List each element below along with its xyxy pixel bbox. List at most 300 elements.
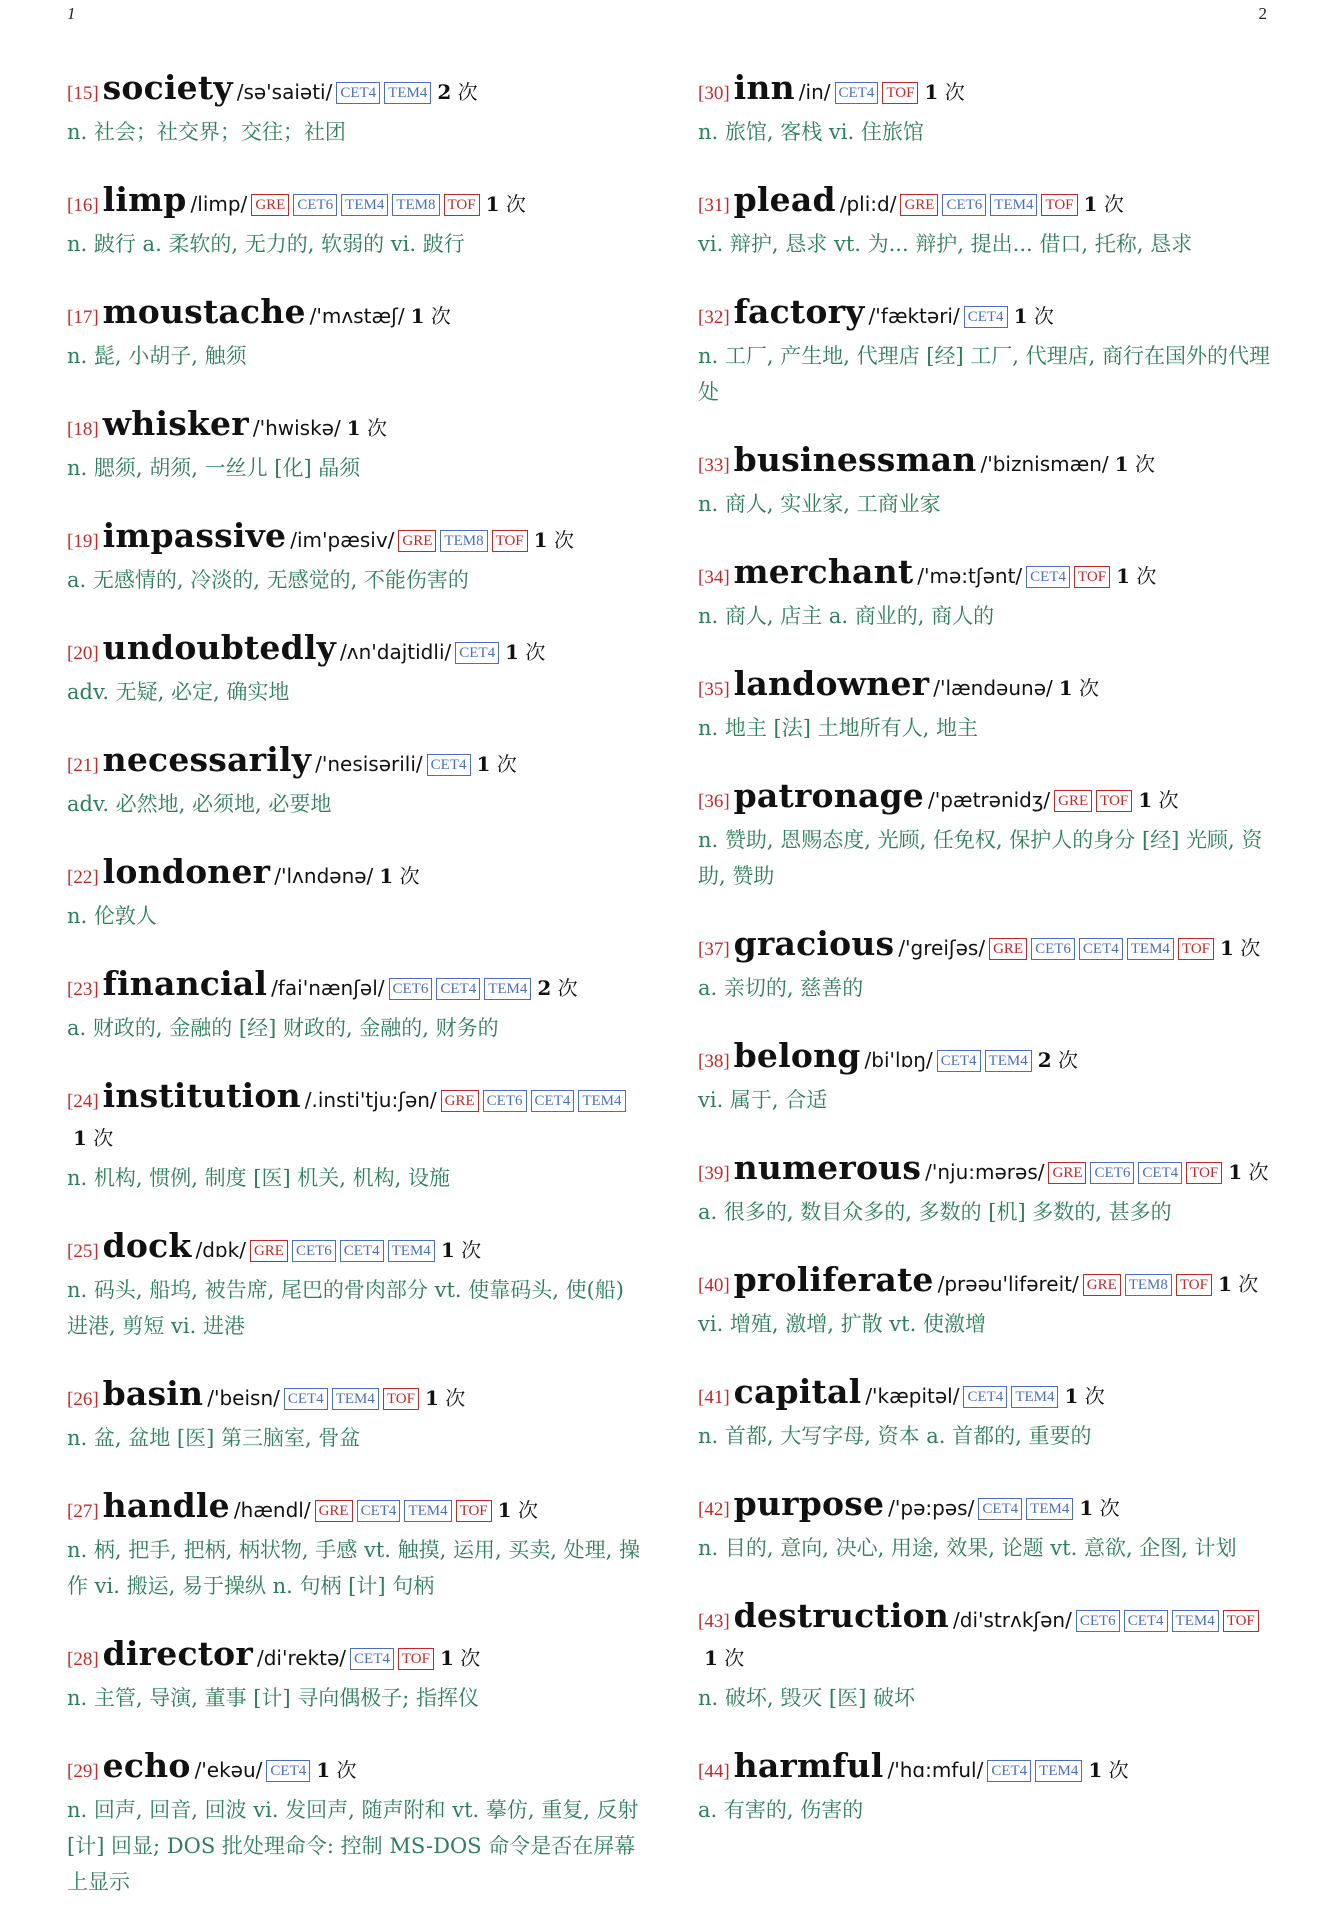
exam-tag: TOF [444, 194, 480, 216]
exam-tag: TOF [1186, 1162, 1222, 1184]
headword: belong [733, 1036, 861, 1075]
entry-number: [37] [698, 939, 730, 960]
count-number: 1 [1228, 1160, 1243, 1184]
occurrence-count [1064, 1384, 1104, 1408]
count-number: 1 [1058, 676, 1073, 700]
occurrence-count [1088, 1758, 1128, 1782]
exam-tag: TOF [398, 1648, 434, 1670]
exam-tag: TEM4 [384, 82, 431, 104]
entry-number: [44] [698, 1761, 730, 1782]
count-unit: 次 [557, 976, 578, 1000]
vocab-entry [698, 554, 1270, 634]
occurrence-count [379, 864, 419, 888]
headword: landowner [733, 664, 930, 703]
vocab-entry [698, 1486, 1270, 1566]
vocab-entry [67, 966, 643, 1046]
exam-tag: TOF [1176, 1274, 1212, 1296]
headword: moustache [102, 292, 306, 331]
definition: n. 髭, 小胡子, 触须 [67, 344, 247, 368]
entry-headline [67, 630, 643, 672]
vocab-entry [698, 70, 1270, 150]
exam-tag: GRE [1048, 1162, 1086, 1184]
count-unit: 次 [1058, 1048, 1078, 1072]
entry-number: [34] [698, 567, 730, 588]
definition: n. 跛行 a. 柔软的, 无力的, 软弱的 vi. 跛行 [67, 232, 465, 256]
headword: plead [733, 180, 836, 219]
exam-tag: TEM8 [1125, 1274, 1172, 1296]
exam-tag: CET4 [1138, 1162, 1182, 1184]
vocab-entry [67, 1488, 643, 1604]
entry-number: [42] [698, 1499, 730, 1520]
vocab-entry [67, 1748, 643, 1900]
count-number: 2 [537, 976, 552, 1000]
count-unit: 次 [496, 752, 517, 776]
phonetic: /'pə:pəs/ [888, 1496, 975, 1520]
entry-headline [67, 1078, 643, 1158]
headword: businessman [733, 440, 977, 479]
entry-number: [27] [67, 1501, 99, 1522]
count-number: 1 [533, 528, 548, 552]
vocab-entry [67, 182, 643, 262]
definition: adv. 无疑, 必定, 确实地 [67, 680, 290, 704]
definition: n. 赞助, 恩赐态度, 光顾, 任免权, 保护人的身分 [经] 光顾, 资助, 赞助 [698, 828, 1263, 888]
exam-tag: TEM4 [1011, 1386, 1058, 1408]
entry-number: [26] [67, 1389, 99, 1410]
phonetic: /di'strʌkʃən/ [953, 1608, 1072, 1632]
count-number: 1 [424, 1386, 439, 1410]
entry-headline [698, 1748, 1270, 1790]
count-unit: 次 [724, 1646, 745, 1670]
count-number: 1 [1138, 788, 1153, 812]
definition: a. 很多的, 数目众多的, 多数的 [机] 多数的, 甚多的 [698, 1200, 1172, 1224]
definition: n. 回声, 回音, 回波 vi. 发回声, 随声附和 vt. 摹仿, 重复, 反射 [计] 回显; DOS 批处理命令: 控制 MS-DOS 命令是否在屏幕上显示 [67, 1798, 639, 1894]
definition: n. 商人, 店主 a. 商业的, 商人的 [698, 604, 995, 628]
occurrence-count [1059, 676, 1099, 700]
entry-headline [698, 182, 1270, 224]
exam-tag: TOF [1178, 938, 1214, 960]
definition: a. 无感情的, 冷淡的, 无感觉的, 不能伤害的 [67, 568, 469, 592]
vocab-entry [67, 406, 643, 486]
entry-headline [67, 966, 643, 1008]
phonetic: /'lʌndənə/ [274, 864, 374, 888]
count-number: 1 [1114, 452, 1129, 476]
entry-number: [28] [67, 1649, 99, 1670]
count-unit: 次 [430, 304, 451, 328]
count-unit: 次 [1099, 1496, 1120, 1520]
definition: n. 目的, 意向, 决心, 用途, 效果, 论题 vt. 意欲, 企图, 计划 [698, 1536, 1237, 1560]
exam-tag: GRE [900, 194, 938, 216]
exam-tag: GRE [441, 1090, 479, 1112]
exam-tag: CET4 [436, 978, 480, 1000]
definition: a. 有害的, 伤害的 [698, 1798, 864, 1822]
exam-tag: TOF [1096, 790, 1132, 812]
phonetic: /.insti'tju:ʃən/ [304, 1088, 437, 1112]
exam-tag: TEM4 [578, 1090, 625, 1112]
occurrence-count [486, 192, 526, 216]
entry-number: [40] [698, 1275, 730, 1296]
exam-tag: TOF [492, 530, 528, 552]
entry-headline [67, 1376, 643, 1418]
occurrence-count [425, 1386, 465, 1410]
count-number: 1 [73, 1126, 87, 1150]
phonetic: /prəəu'lifəreit/ [937, 1272, 1079, 1296]
count-number: 1 [440, 1238, 455, 1262]
entry-headline [67, 182, 643, 224]
count-unit: 次 [336, 1758, 357, 1782]
entry-headline [67, 294, 643, 336]
count-unit: 次 [461, 1238, 482, 1262]
definition: n. 商人, 实业家, 工商业家 [698, 492, 941, 516]
occurrence-count [441, 1238, 481, 1262]
entry-number: [29] [67, 1761, 99, 1782]
phonetic: /'ekəu/ [194, 1758, 263, 1782]
occurrence-count [411, 304, 451, 328]
count-unit: 次 [1079, 676, 1100, 700]
headword: institution [102, 1076, 301, 1115]
count-number: 1 [924, 80, 939, 104]
headword: purpose [733, 1484, 885, 1523]
count-number: 1 [410, 304, 425, 328]
headword: capital [733, 1372, 862, 1411]
headword: necessarily [102, 740, 312, 779]
definition: n. 盆, 盆地 [医] 第三脑室, 骨盆 [67, 1426, 361, 1450]
count-number: 1 [1217, 1272, 1232, 1296]
definition: n. 首都, 大写字母, 资本 a. 首都的, 重要的 [698, 1424, 1092, 1448]
occurrence-count [1079, 1496, 1119, 1520]
exam-tag: CET4 [284, 1388, 328, 1410]
definition: a. 财政的, 金融的 [经] 财政的, 金融的, 财务的 [67, 1016, 499, 1040]
definition: adv. 必然地, 必须地, 必要地 [67, 792, 332, 816]
count-unit: 次 [460, 1646, 481, 1670]
count-unit: 次 [457, 80, 478, 104]
exam-tag: GRE [315, 1500, 353, 1522]
phonetic: /ʌn'dajtidli/ [340, 640, 452, 664]
entry-number: [19] [67, 531, 99, 552]
occurrence-count [440, 1646, 480, 1670]
occurrence-count [1038, 1048, 1078, 1072]
phonetic: /di'rektə/ [256, 1646, 347, 1670]
exam-tag: TOF [1041, 194, 1077, 216]
headword: impassive [102, 516, 287, 555]
vocab-entry [698, 1262, 1270, 1342]
vocab-entry [67, 1636, 643, 1716]
entry-number: [38] [698, 1051, 730, 1072]
vocab-entry [698, 294, 1270, 410]
occurrence-count [1220, 936, 1260, 960]
exam-tag: CET4 [427, 754, 471, 776]
exam-tag: CET6 [1076, 1610, 1120, 1632]
occurrence-count [1115, 452, 1155, 476]
phonetic: /in/ [798, 80, 831, 104]
exam-tag: TOF [882, 82, 918, 104]
headword: limp [102, 180, 187, 219]
entry-headline [67, 518, 643, 560]
occurrence-count [704, 1646, 744, 1670]
definition: n. 工厂, 产生地, 代理店 [经] 工厂, 代理店, 商行在国外的代理处 [698, 344, 1271, 404]
definition: n. 地主 [法] 土地所有人, 地主 [698, 716, 978, 740]
vocab-entry [67, 854, 643, 934]
headword: basin [102, 1374, 204, 1413]
exam-tag: CET6 [942, 194, 986, 216]
definition: n. 旅馆, 客栈 vi. 住旅馆 [698, 120, 924, 144]
occurrence-count [437, 80, 477, 104]
count-number: 1 [1220, 936, 1234, 960]
headword: merchant [733, 552, 914, 591]
exam-tag: CET6 [1031, 938, 1075, 960]
entry-number: [43] [698, 1611, 730, 1632]
exam-tag: CET4 [964, 306, 1008, 328]
count-unit: 次 [944, 80, 965, 104]
vocab-entry [67, 1228, 643, 1344]
exam-tag: TEM4 [341, 194, 388, 216]
occurrence-count [505, 640, 545, 664]
exam-tag: GRE [1054, 790, 1092, 812]
count-number: 2 [1037, 1048, 1052, 1072]
entry-number: [32] [698, 307, 730, 328]
entry-headline [698, 1374, 1270, 1416]
occurrence-count [1014, 304, 1054, 328]
vocab-entry [698, 926, 1270, 1006]
phonetic: /'lændəunə/ [933, 676, 1053, 700]
exam-tag: CET4 [1079, 938, 1123, 960]
occurrence-count [477, 752, 517, 776]
exam-tag: GRE [398, 530, 436, 552]
vocab-entry [67, 1376, 643, 1456]
vocab-entry [698, 182, 1270, 262]
entry-number: [33] [698, 455, 730, 476]
occurrence-count [316, 1758, 356, 1782]
exam-tag: CET6 [293, 194, 337, 216]
headword: dock [102, 1226, 192, 1265]
count-unit: 次 [1240, 936, 1261, 960]
entry-headline [67, 742, 643, 784]
count-unit: 次 [525, 640, 546, 664]
headword: financial [102, 964, 268, 1003]
occurrence-count [73, 1126, 113, 1150]
phonetic: /limp/ [190, 192, 248, 216]
entry-headline [698, 294, 1270, 336]
definition: n. 伦敦人 [67, 904, 157, 928]
vocab-entry [67, 1078, 643, 1196]
vocab-entry [67, 630, 643, 710]
entry-headline [698, 1598, 1270, 1678]
vocab-entry [698, 666, 1270, 746]
vocab-entry [698, 778, 1270, 894]
count-number: 1 [497, 1498, 512, 1522]
entry-number: [25] [67, 1241, 99, 1262]
definition: n. 机构, 惯例, 制度 [医] 机关, 机构, 设施 [67, 1166, 451, 1190]
count-unit: 次 [1033, 304, 1054, 328]
definition: vi. 增殖, 激增, 扩散 vt. 使激增 [698, 1312, 986, 1336]
exam-tag: CET4 [987, 1760, 1031, 1782]
entry-headline [67, 1488, 643, 1530]
exam-tag: TEM4 [388, 1240, 435, 1262]
count-number: 1 [1079, 1496, 1094, 1520]
headword: echo [102, 1746, 191, 1785]
exam-tag: TOF [1074, 566, 1110, 588]
phonetic: /'nju:mərəs/ [925, 1160, 1045, 1184]
entry-number: [35] [698, 679, 730, 700]
entry-headline [698, 1150, 1270, 1192]
exam-tag: TEM4 [1035, 1760, 1082, 1782]
entry-headline [698, 1486, 1270, 1528]
entry-headline [698, 1262, 1270, 1304]
headword: numerous [733, 1148, 922, 1187]
occurrence-count [1228, 1160, 1268, 1184]
count-number: 1 [1088, 1758, 1103, 1782]
vocab-entry [67, 70, 643, 150]
phonetic: /dɒk/ [195, 1238, 246, 1262]
exam-tag: CET4 [978, 1498, 1022, 1520]
entry-number: [17] [67, 307, 99, 328]
page-number-left: 1 [67, 4, 76, 23]
vocab-entry [67, 742, 643, 822]
count-unit: 次 [1108, 1758, 1129, 1782]
definition: n. 破坏, 毁灭 [医] 破坏 [698, 1686, 915, 1710]
exam-tag: TEM4 [985, 1050, 1032, 1072]
headword: factory [733, 292, 865, 331]
headword: proliferate [733, 1260, 934, 1299]
occurrence-count [534, 528, 574, 552]
count-number: 1 [1116, 564, 1130, 588]
exam-tag: TEM4 [484, 978, 531, 1000]
vocab-entry [698, 442, 1270, 522]
phonetic: /'kæpitəl/ [865, 1384, 960, 1408]
count-unit: 次 [1103, 192, 1124, 216]
exam-tag: CET4 [357, 1500, 401, 1522]
phonetic: /bi'lɒŋ/ [864, 1048, 933, 1072]
exam-tag: TEM4 [990, 194, 1037, 216]
occurrence-count [498, 1498, 538, 1522]
count-number: 1 [1064, 1384, 1079, 1408]
phonetic: /sə'saiəti/ [236, 80, 333, 104]
count-number: 1 [439, 1646, 454, 1670]
occurrence-count [1084, 192, 1124, 216]
occurrence-count [924, 80, 964, 104]
count-number: 1 [1083, 192, 1098, 216]
definition: a. 亲切的, 慈善的 [698, 976, 864, 1000]
definition: n. 码头, 船坞, 被告席, 尾巴的骨肉部分 vt. 使靠码头, 使(船) 进港, 剪短 vi. 进港 [67, 1278, 624, 1338]
phonetic: /'hɑ:mful/ [887, 1758, 984, 1782]
exam-tag: CET6 [1090, 1162, 1134, 1184]
entry-headline [67, 406, 643, 448]
count-unit: 次 [1084, 1384, 1105, 1408]
entry-number: [21] [67, 755, 99, 776]
entry-number: [36] [698, 791, 730, 812]
entry-headline [67, 1748, 643, 1790]
exam-tag: CET4 [1124, 1610, 1168, 1632]
exam-tag: CET4 [963, 1386, 1007, 1408]
definition: n. 腮须, 胡须, 一丝儿 [化] 晶须 [67, 456, 361, 480]
phonetic: /pli:d/ [839, 192, 897, 216]
count-unit: 次 [1134, 452, 1155, 476]
count-number: 2 [437, 80, 452, 104]
exam-tag: CET4 [340, 1240, 384, 1262]
headword: gracious [733, 924, 895, 963]
definition: vi. 属于, 合适 [698, 1088, 828, 1112]
phonetic: /im'pæsiv/ [290, 528, 395, 552]
definition: n. 主管, 导演, 董事 [计] 寻向偶极子; 指挥仪 [67, 1686, 480, 1710]
count-number: 1 [476, 752, 491, 776]
count-unit: 次 [1136, 564, 1157, 588]
count-unit: 次 [553, 528, 574, 552]
exam-tag: TOF [383, 1388, 419, 1410]
vocab-entry [67, 518, 643, 598]
headword: patronage [733, 776, 924, 815]
entry-number: [41] [698, 1387, 730, 1408]
exam-tag: TEM4 [404, 1500, 451, 1522]
entry-headline [698, 666, 1270, 708]
definition: n. 社会；社交界；交往；社团 [67, 120, 346, 144]
headword: londoner [102, 852, 271, 891]
phonetic: /fai'nænʃəl/ [271, 976, 385, 1000]
exam-tag: GRE [251, 194, 289, 216]
entry-number: [15] [67, 83, 99, 104]
entry-headline [67, 854, 643, 896]
occurrence-count [537, 976, 577, 1000]
phonetic: /'mə:tʃənt/ [917, 564, 1023, 588]
count-unit: 次 [1238, 1272, 1259, 1296]
entry-headline [698, 442, 1270, 484]
definition: n. 柄, 把手, 把柄, 柄状物, 手感 vt. 触摸, 运用, 买卖, 处理, 操作 vi. 搬运, 易于操纵 n. 句柄 [计] 句柄 [67, 1538, 641, 1598]
count-number: 1 [704, 1646, 718, 1670]
exam-tag: CET4 [336, 82, 380, 104]
exam-tag: CET6 [389, 978, 433, 1000]
phonetic: /hændl/ [233, 1498, 311, 1522]
exam-tag: TEM4 [1026, 1498, 1073, 1520]
vocab-entry [698, 1150, 1270, 1230]
count-unit: 次 [517, 1498, 538, 1522]
exam-tag: CET6 [292, 1240, 336, 1262]
occurrence-count [1138, 788, 1178, 812]
exam-tag: CET4 [531, 1090, 575, 1112]
count-unit: 次 [505, 192, 526, 216]
count-number: 1 [1013, 304, 1028, 328]
phonetic: /'greiʃəs/ [898, 936, 986, 960]
occurrence-count [347, 416, 387, 440]
entry-number: [18] [67, 419, 99, 440]
exam-tag: GRE [1083, 1274, 1121, 1296]
entry-headline [698, 926, 1270, 968]
exam-tag: GRE [989, 938, 1027, 960]
page-number-right: 2 [1258, 4, 1267, 23]
entry-headline [698, 70, 1270, 112]
entry-headline [698, 778, 1270, 820]
exam-tag: TEM4 [1172, 1610, 1219, 1632]
headword: handle [102, 1486, 230, 1525]
entry-headline [67, 1636, 643, 1678]
left-column [67, 70, 643, 1932]
occurrence-count [1116, 564, 1156, 588]
phonetic: /'mʌstæʃ/ [309, 304, 405, 328]
count-unit: 次 [399, 864, 420, 888]
exam-tag: CET4 [266, 1760, 310, 1782]
count-number: 1 [505, 640, 519, 664]
headword: society [102, 68, 233, 107]
entry-headline [67, 1228, 643, 1270]
phonetic: /'pætrənidʒ/ [928, 788, 1051, 812]
headword: director [102, 1634, 253, 1673]
exam-tag: TEM4 [332, 1388, 379, 1410]
entry-number: [23] [67, 979, 99, 1000]
vocab-entry [698, 1598, 1270, 1716]
headword: inn [733, 68, 795, 107]
exam-tag: TOF [456, 1500, 492, 1522]
right-column [698, 70, 1270, 1860]
count-unit: 次 [445, 1386, 466, 1410]
count-unit: 次 [366, 416, 387, 440]
occurrence-count [1218, 1272, 1258, 1296]
